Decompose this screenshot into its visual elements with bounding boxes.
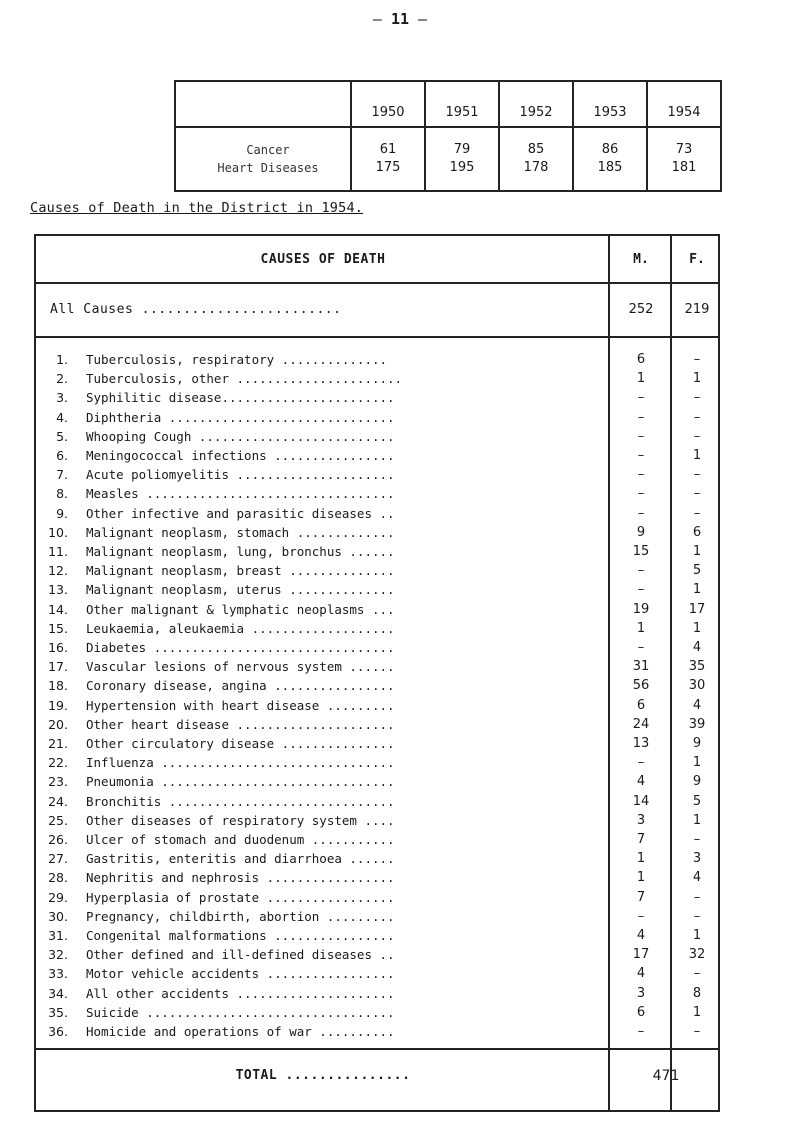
table-row [36, 659, 722, 680]
male-count: 1 [636, 870, 646, 886]
table-row [36, 678, 722, 699]
cause-label: Other malignant & lymphatic neoplasms ... [86, 601, 395, 617]
male-count: – [637, 448, 645, 463]
year-header: 1953 [573, 81, 647, 127]
row-number: 18. [48, 678, 68, 694]
table-row [36, 525, 722, 546]
header-male: M. [633, 252, 649, 267]
female-count: 32 [688, 947, 706, 963]
cause-label: Malignant neoplasm, uterus .............. [86, 582, 395, 598]
male-count: 4 [636, 966, 646, 982]
year-header: 1952 [499, 81, 573, 127]
cause-label: Bronchitis .............................. [86, 793, 395, 809]
table-row [36, 410, 722, 431]
table-row [36, 870, 722, 891]
row-labels [175, 127, 351, 191]
female-count: – [693, 832, 701, 847]
male-count: 14 [632, 793, 650, 809]
row-number: 10. [48, 524, 68, 540]
cause-label: Motor vehicle accidents ................. [86, 966, 395, 982]
table-row [36, 371, 722, 392]
row-number: 28. [48, 870, 68, 886]
female-count: – [693, 505, 701, 521]
table-row [36, 1024, 722, 1045]
cancer-value: 86 [601, 142, 619, 157]
cause-label: Malignant neoplasm, stomach ............. [86, 524, 395, 540]
row-number: 33. [48, 966, 68, 982]
table-row [36, 813, 722, 834]
female-count: – [693, 409, 701, 425]
table-row [36, 352, 722, 373]
yearly-comparison-table [174, 80, 722, 192]
row-number: 20. [48, 716, 68, 732]
row-number: 13. [48, 582, 68, 598]
year-header: 1950 [351, 81, 425, 127]
table-row [36, 506, 722, 527]
row-number: 30. [48, 908, 68, 924]
male-count: – [637, 486, 645, 502]
cancer-value: 61 [379, 142, 397, 157]
female-count: – [693, 390, 701, 406]
female-count: 17 [688, 601, 706, 617]
table-row [36, 947, 722, 968]
heart-value: 181 [671, 160, 697, 175]
year-values [351, 127, 425, 191]
row-number: 21. [48, 736, 68, 751]
row-divider [36, 336, 718, 338]
female-count: 1 [692, 544, 702, 559]
row-number: 14. [48, 601, 68, 617]
cause-label: Influenza ............................... [86, 755, 395, 771]
cancer-value: 73 [675, 142, 693, 157]
table-row [36, 928, 722, 949]
row-number: 31. [48, 928, 68, 943]
male-count: – [637, 390, 645, 406]
table-row [36, 448, 722, 469]
male-count: – [637, 640, 645, 655]
female-count: – [693, 428, 701, 444]
male-count: – [637, 582, 645, 598]
header-causes: CAUSES OF DEATH [260, 252, 386, 267]
year-values [425, 127, 499, 191]
cause-label: All other accidents ..................... [86, 985, 395, 1001]
female-count: – [693, 1024, 701, 1039]
male-count: – [637, 428, 645, 444]
table-row [36, 986, 722, 1007]
male-count: 3 [636, 985, 646, 1001]
row-number: 19. [48, 697, 68, 713]
cause-label: Gastritis, enteritis and diarrhoea ...... [86, 851, 395, 867]
male-count: 1 [636, 851, 646, 867]
row-number: 6. [56, 448, 68, 463]
row-number: 26. [48, 832, 68, 847]
female-count: 4 [692, 870, 702, 886]
female-count: 1 [692, 1004, 702, 1020]
year-header: 1951 [425, 81, 499, 127]
female-count: – [693, 966, 701, 982]
male-count: 9 [636, 524, 646, 540]
cause-label: Vascular lesions of nervous system ...... [86, 659, 395, 675]
row-number: 23. [48, 774, 68, 790]
row-number: 5. [56, 428, 68, 444]
table-row [36, 621, 722, 642]
male-count: – [637, 409, 645, 425]
male-count: 15 [632, 544, 650, 559]
table-row [36, 582, 722, 603]
row-number: 15. [48, 620, 68, 636]
row-label-cancer: Cancer [246, 143, 290, 157]
cause-label: Other defined and ill-defined diseases .. [86, 947, 395, 963]
male-count: – [637, 908, 645, 924]
row-number: 22. [48, 755, 68, 771]
cause-label: Whooping Cough .......................... [86, 428, 395, 444]
male-count: 1 [636, 620, 646, 636]
female-count: 5 [692, 563, 702, 579]
male-count: – [637, 1024, 645, 1039]
row-number: 34. [48, 985, 68, 1001]
cause-label: Other heart disease ..................... [86, 716, 395, 732]
cause-label: Other diseases of respiratory system .... [86, 812, 395, 828]
male-count: – [637, 467, 645, 483]
female-count: 8 [692, 985, 702, 1001]
female-count: 1 [692, 448, 702, 463]
row-divider [36, 282, 718, 284]
male-count: 3 [636, 812, 646, 828]
table-row [36, 563, 722, 584]
row-number: 2. [56, 371, 68, 387]
table-row [36, 698, 722, 719]
table-row [36, 544, 722, 565]
row-number: 3. [56, 390, 68, 406]
row-number: 8. [56, 486, 68, 502]
table-row [36, 851, 722, 872]
section-caption: Causes of Death in the District in 1954. [30, 200, 364, 216]
row-number: 12. [48, 563, 68, 579]
heart-value: 185 [597, 160, 623, 175]
page-number: — 11 — [372, 10, 428, 28]
male-count: – [637, 505, 645, 521]
cause-label: Hyperplasia of prostate ................. [86, 889, 395, 905]
row-number: 7. [56, 467, 68, 483]
cause-values-row [175, 127, 721, 191]
male-count: 17 [632, 947, 650, 963]
male-count: 1 [636, 371, 646, 387]
table-row [36, 966, 722, 987]
row-number: 36. [48, 1024, 68, 1039]
table-row [36, 429, 722, 450]
header-female: F. [689, 252, 705, 267]
table-row [36, 890, 722, 911]
total-label: TOTAL ............... [235, 1068, 411, 1083]
row-number: 17. [48, 659, 68, 675]
table-row [36, 486, 722, 507]
female-count: 4 [692, 697, 702, 713]
year-values [499, 127, 573, 191]
male-count: 6 [636, 352, 646, 367]
year-header-row [175, 81, 721, 127]
row-number: 29. [48, 889, 68, 905]
cause-label: Diabetes ................................ [86, 640, 395, 655]
heart-value: 195 [449, 160, 475, 175]
male-count: 31 [632, 659, 650, 675]
row-divider [36, 1048, 718, 1050]
row-number: 16. [48, 640, 68, 655]
male-count: 56 [632, 678, 650, 694]
female-count: 9 [692, 736, 702, 751]
male-count: 19 [632, 601, 650, 617]
male-count: 13 [632, 736, 650, 751]
table-row [36, 832, 722, 853]
female-count: 30 [688, 678, 706, 694]
female-count: 3 [692, 851, 702, 867]
female-count: 6 [692, 524, 702, 540]
row-number: 4. [56, 409, 68, 425]
table-row [36, 774, 722, 795]
corner-cell [175, 81, 351, 127]
cause-label: Tuberculosis, respiratory .............. [86, 352, 388, 367]
table-row [36, 717, 722, 738]
cause-label: Ulcer of stomach and duodenum ........... [86, 832, 395, 847]
row-label-heart: Heart Diseases [217, 161, 319, 175]
row-number: 9. [56, 505, 68, 521]
year-header: 1954 [647, 81, 721, 127]
female-count: 39 [688, 716, 706, 732]
row-number: 25. [48, 812, 68, 828]
heart-value: 178 [523, 160, 549, 175]
female-count: – [693, 486, 701, 502]
cancer-value: 85 [527, 142, 545, 157]
female-count: 1 [692, 620, 702, 636]
female-count: 1 [692, 755, 702, 771]
table-row [36, 602, 722, 623]
table-row [36, 909, 722, 930]
cancer-value: 79 [453, 142, 471, 157]
female-count: 35 [688, 659, 706, 675]
table-row [36, 794, 722, 815]
female-count: 1 [692, 928, 702, 943]
female-count: 5 [692, 793, 702, 809]
male-count: 24 [632, 716, 650, 732]
male-count: 4 [636, 928, 646, 943]
cause-label: Meningococcal infections ................ [86, 448, 395, 463]
female-count: 9 [692, 774, 702, 790]
female-count: – [693, 352, 701, 367]
table-row [36, 1005, 722, 1026]
row-number: 32. [48, 947, 68, 963]
cause-label: Congenital malformations ................ [86, 928, 395, 943]
cause-label: Malignant neoplasm, lung, bronchus ...... [86, 544, 395, 559]
cause-label: Pneumonia ............................... [86, 774, 395, 790]
all-causes-female: 219 [684, 302, 710, 317]
all-causes-label: All Causes ........................ [50, 302, 342, 317]
year-values [647, 127, 721, 191]
all-causes-male: 252 [628, 302, 654, 317]
male-count: – [637, 563, 645, 579]
male-count: – [637, 755, 645, 771]
total-value: 471 [652, 1068, 680, 1084]
cause-label: Measles ................................. [86, 486, 395, 502]
heart-value: 175 [375, 160, 401, 175]
female-count: 1 [692, 582, 702, 598]
female-count: 1 [692, 812, 702, 828]
male-count: 6 [636, 697, 646, 713]
cause-label: Pregnancy, childbirth, abortion ......... [86, 908, 395, 924]
row-number: 27. [48, 851, 68, 867]
male-count: 4 [636, 774, 646, 790]
cause-label: Diphtheria .............................. [86, 409, 395, 425]
female-count: 1 [692, 371, 702, 387]
female-count: 4 [692, 640, 702, 655]
table-row [36, 390, 722, 411]
year-values [573, 127, 647, 191]
cause-label: Suicide ................................. [86, 1004, 395, 1020]
row-number: 11. [48, 544, 68, 559]
male-count: 6 [636, 1004, 646, 1020]
cause-label: Other infective and parasitic diseases .. [86, 505, 395, 521]
causes-of-death-table [34, 234, 720, 1112]
cause-label: Coronary disease, angina ................ [86, 678, 395, 694]
row-number: 1. [56, 352, 68, 367]
female-count: – [693, 467, 701, 483]
table-row [36, 755, 722, 776]
row-number: 24. [48, 793, 68, 809]
cause-label: Other circulatory disease ............... [86, 736, 395, 751]
female-count: – [693, 908, 701, 924]
male-count: 7 [636, 832, 646, 847]
cause-label: Malignant neoplasm, breast .............. [86, 563, 395, 579]
table-row [36, 640, 722, 661]
cause-label: Acute poliomyelitis ..................... [86, 467, 395, 483]
female-count: – [693, 889, 701, 905]
male-count: 7 [636, 889, 646, 905]
cause-label: Syphilitic disease....................... [86, 390, 395, 406]
cause-label: Tuberculosis, other ...................... [86, 371, 403, 387]
cause-label: Homicide and operations of war .......... [86, 1024, 395, 1039]
row-number: 35. [48, 1004, 68, 1020]
cause-label: Hypertension with heart disease ......... [86, 697, 395, 713]
table-row [36, 467, 722, 488]
cause-label: Leukaemia, aleukaemia ................... [86, 620, 395, 636]
cause-label: Nephritis and nephrosis ................. [86, 870, 395, 886]
table-row [36, 736, 722, 757]
